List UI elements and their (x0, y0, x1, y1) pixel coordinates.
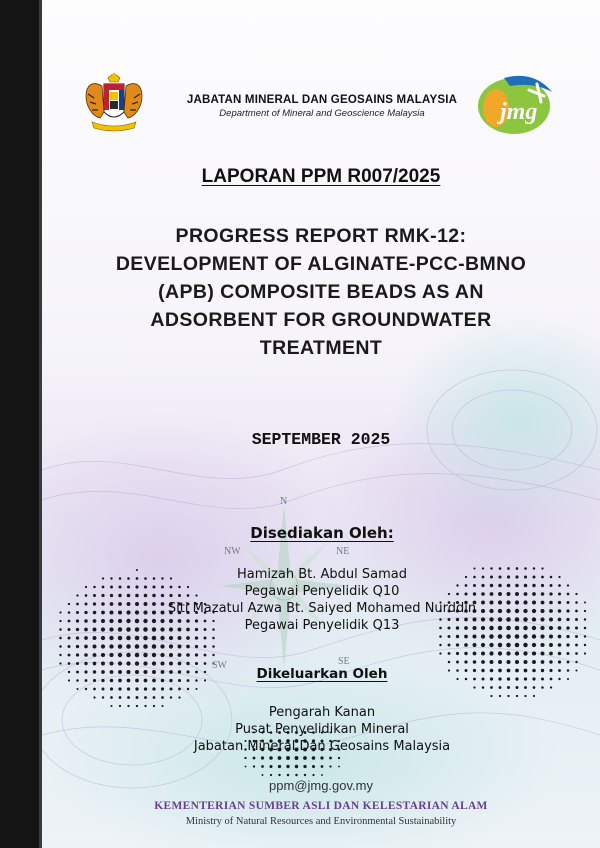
issuer-line: Pusat Penyelidikan Mineral (235, 722, 409, 737)
compass-nw-label: NW (224, 546, 241, 557)
compass-sw-label: SW (212, 660, 227, 671)
report-title (62, 222, 580, 362)
title-line: ADSORBENT FOR GROUNDWATER (150, 309, 492, 331)
title-line: DEVELOPMENT OF ALGINATE-PCC-BMNO (115, 253, 527, 275)
issuer-line: Jabatan Mineral Dan Geosains Malaysia (193, 739, 451, 754)
author-name: Hamizah Bt. Abdul Samad (237, 567, 407, 582)
compass-ne-label: NE (336, 546, 350, 557)
title-line: (APB) COMPOSITE BEADS AS AN (158, 281, 484, 303)
report-date: SEPTEMBER 2025 (251, 430, 391, 449)
malaysia-coat-of-arms-icon (72, 72, 156, 136)
issuer-line: Pengarah Kanan (268, 705, 376, 720)
department-name-english: Department of Mineral and Geoscience Malaysia (219, 108, 425, 119)
jmg-logo-icon (474, 70, 554, 136)
title-line: PROGRESS REPORT RMK-12: (175, 225, 467, 247)
issued-by-list (102, 704, 542, 755)
contact-email: ppm@jmg.gov.my (269, 778, 373, 793)
ministry-name-english: Ministry of Natural Resources and Environmental Sustainability (185, 816, 457, 827)
ministry-name-malay: KEMENTERIAN SUMBER ASLI DAN KELESTARIAN ALAM (154, 800, 488, 812)
compass-n-label: N (280, 496, 288, 507)
binding-spine (0, 0, 42, 848)
prepared-by-heading: Disediakan Oleh: (250, 524, 394, 542)
title-line: TREATMENT (259, 337, 383, 359)
jmg-logo-text: jmg (500, 99, 538, 125)
prepared-by-list (102, 566, 542, 634)
department-name-malay: JABATAN MINERAL DAN GEOSAINS MALAYSIA (186, 94, 458, 106)
author-position: Pegawai Penyelidik Q10 (244, 584, 400, 599)
report-number: LAPORAN PPM R007/2025 (201, 166, 441, 187)
department-heading (152, 94, 492, 119)
issued-by-heading: Dikeluarkan Oleh (256, 666, 388, 682)
cover-sheet (42, 0, 600, 848)
author-name: Siti Mazatul Azwa Bt. Saiyed Mohamed Nurddin (167, 601, 477, 616)
compass-se-label: SE (338, 656, 350, 667)
author-position: Pegawai Penyelidik Q13 (244, 618, 400, 633)
